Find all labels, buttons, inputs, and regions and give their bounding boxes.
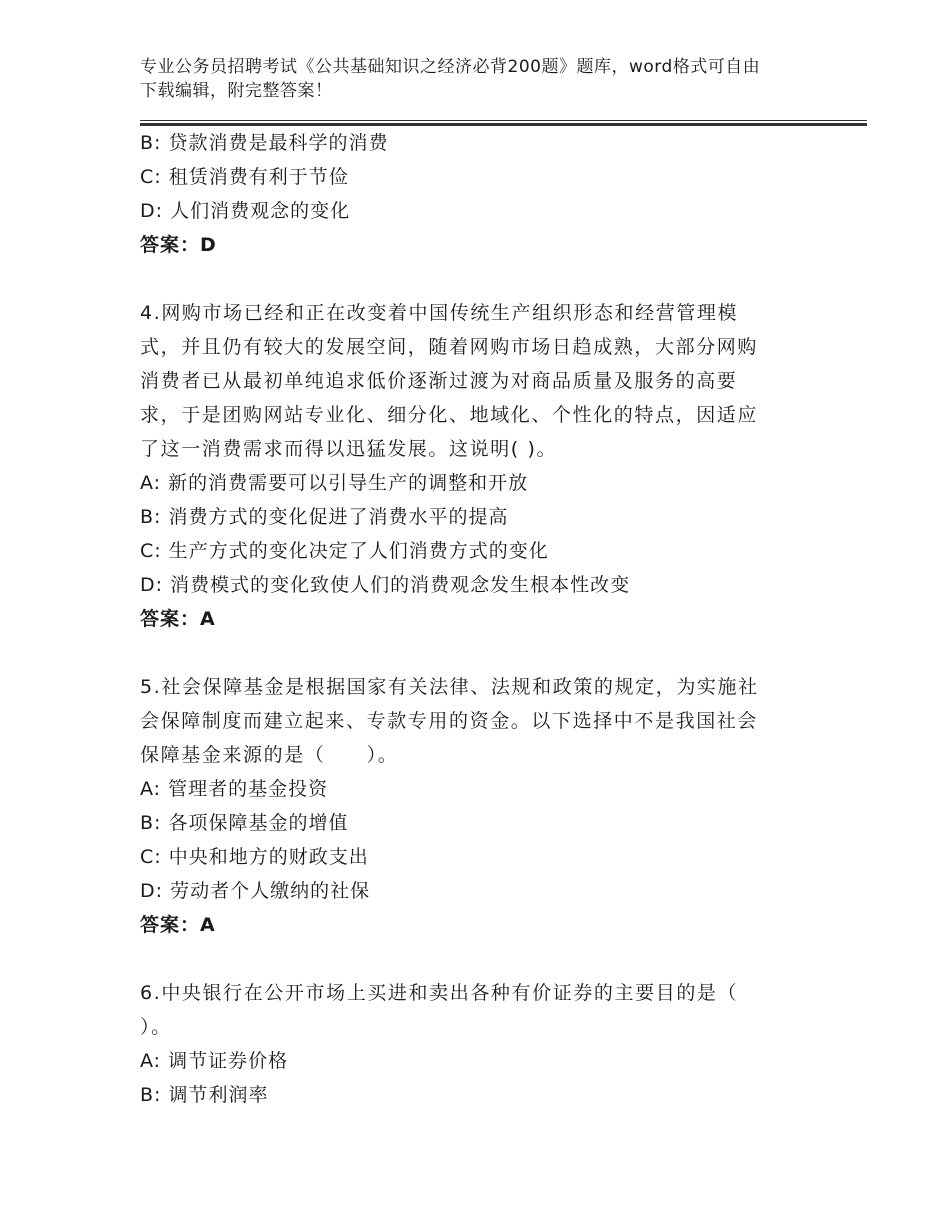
- spacer: [140, 636, 840, 670]
- document-body: [140, 126, 840, 1112]
- question-text-line: 消费者已从最初单纯追求低价逐渐过渡为对商品质量及服务的高要: [140, 370, 738, 392]
- question-4: [140, 296, 840, 636]
- spacer: [140, 942, 840, 976]
- question-text-line: 了这一消费需求而得以迅猛发展。这说明( )。: [140, 438, 558, 460]
- question-text-line: 6.中央银行在公开市场上买进和卖出各种有价证券的主要目的是（: [140, 982, 739, 1004]
- spacer: [140, 262, 840, 296]
- option-d: D: 劳动者个人缴纳的社保: [140, 880, 371, 902]
- answer: 答案：A: [140, 608, 216, 630]
- option-a: A: 管理者的基金投资: [140, 778, 329, 800]
- option-d: D: 人们消费观念的变化: [140, 200, 351, 222]
- question-text-line: 会保障制度而建立起来、专款专用的资金。以下选择中不是我国社会: [140, 710, 759, 732]
- header-line-2: 下载编辑，附完整答案！: [140, 81, 333, 101]
- option-a: A: 调节证券价格: [140, 1050, 289, 1072]
- question-6: [140, 976, 840, 1112]
- option-c: C: 中央和地方的财政支出: [140, 846, 369, 868]
- option-b: B: 各项保障基金的增值: [140, 812, 349, 834]
- document-header: [140, 55, 840, 103]
- header-line-1: 专业公务员招聘考试《公共基础知识之经济必背200题》题库，word格式可自由: [140, 57, 761, 77]
- question-text-line: 5.社会保障基金是根据国家有关法律、法规和政策的规定，为实施社: [140, 676, 759, 698]
- header-divider-thin: [140, 120, 867, 121]
- question-text-line: 4.网购市场已经和正在改变着中国传统生产组织形态和经营管理模: [140, 302, 739, 324]
- option-c: C: 租赁消费有利于节俭: [140, 166, 349, 188]
- question-text-line: 保障基金来源的是（ ）。: [140, 744, 399, 766]
- option-c: C: 生产方式的变化决定了人们消费方式的变化: [140, 540, 549, 562]
- answer: 答案：A: [140, 914, 216, 936]
- option-b: B: 贷款消费是最科学的消费: [140, 132, 389, 154]
- option-a: A: 新的消费需要可以引导生产的调整和开放: [140, 472, 529, 494]
- question-text-line: ）。: [140, 1016, 172, 1038]
- answer: 答案：D: [140, 234, 217, 256]
- question-3: [140, 126, 840, 262]
- question-text-line: 求，于是团购网站专业化、细分化、地域化、个性化的特点，因适应: [140, 404, 759, 426]
- question-5: [140, 670, 840, 942]
- option-b: B: 调节利润率: [140, 1084, 269, 1106]
- question-text-line: 式，并且仍有较大的发展空间，随着网购市场日趋成熟，大部分网购: [140, 336, 759, 358]
- option-b: B: 消费方式的变化促进了消费水平的提高: [140, 506, 509, 528]
- option-d: D: 消费模式的变化致使人们的消费观念发生根本性改变: [140, 574, 631, 596]
